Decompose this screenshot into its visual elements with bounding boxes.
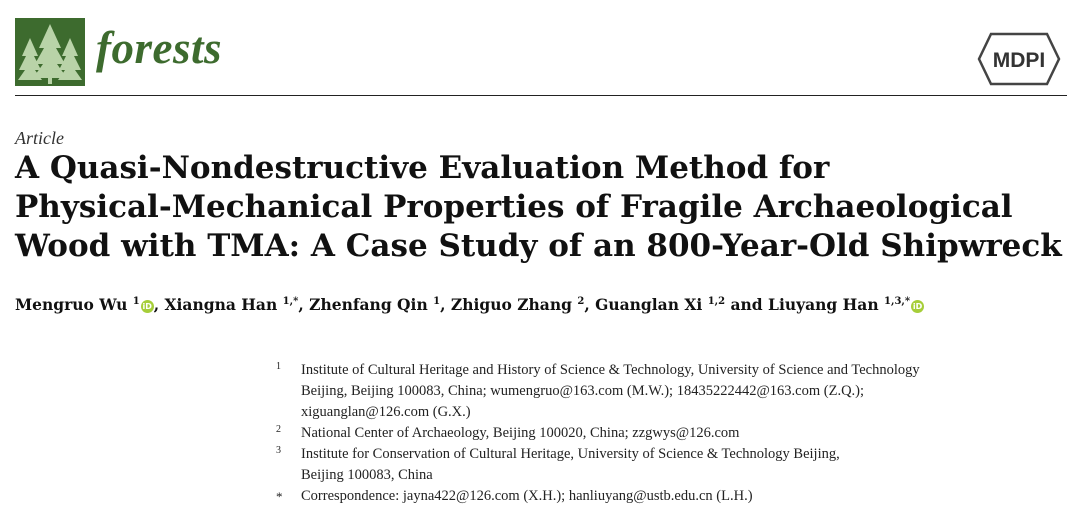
author-name[interactable]: Guanglan Xi	[595, 295, 708, 314]
journal-name: forests	[96, 23, 222, 73]
article-title	[15, 149, 1065, 266]
author-name[interactable]: Liuyang Han	[768, 295, 885, 314]
header-divider	[15, 95, 1067, 96]
author-affiliation-mark: 1	[433, 296, 441, 307]
orcid-icon[interactable]: iD	[142, 302, 152, 311]
affiliation-text: National Center of Archaeology, Beijing 100020, China; zzgwys@126.com	[301, 425, 740, 441]
author-name[interactable]: Zhiguo Zhang	[450, 295, 578, 314]
author-affiliation-mark: 1,2	[707, 296, 726, 307]
svg-text:MDPI: MDPI	[992, 49, 1046, 72]
author-separator: ,	[298, 295, 310, 314]
title-line: Physical-Mechanical Properties of Fragile Archaeological	[15, 189, 1013, 225]
author-name[interactable]: Xiangna Han	[164, 295, 283, 314]
author-affiliation-mark: 1,*	[282, 296, 299, 307]
affiliation-item	[273, 444, 1063, 486]
title-line: Wood with TMA: A Case Study of an 800-Year-Old Shipwreck	[15, 228, 1062, 264]
author-affiliation-mark: 2	[577, 296, 585, 307]
affiliation-text: xiguanglan@126.com (G.X.)	[301, 404, 471, 420]
author-list	[15, 291, 1065, 316]
affiliation-text: Beijing 100083, China	[301, 467, 433, 483]
forest-trees-icon	[15, 18, 85, 86]
author-name[interactable]: Zhenfang Qin	[309, 295, 434, 314]
author-separator: ,	[153, 295, 165, 314]
affiliation-text: Institute for Conservation of Cultural Heritage, University of Science & Technology Beijing,	[301, 446, 840, 462]
mdpi-logo-icon	[975, 30, 1063, 88]
author-affiliation-mark: 1,3,*	[884, 296, 911, 307]
author-name[interactable]: Mengruo Wu	[15, 295, 133, 314]
affiliations	[273, 360, 1063, 507]
affiliation-item	[273, 360, 1063, 423]
title-line: A Quasi-Nondestructive Evaluation Method for	[15, 150, 830, 186]
article-type: Article	[15, 128, 64, 148]
affiliation-item	[273, 423, 1063, 444]
affiliation-item	[273, 486, 1063, 507]
author-affiliation-mark: 1	[132, 296, 140, 307]
affiliation-text: Correspondence: jayna422@126.com (X.H.); hanliuyang@ustb.edu.cn (L.H.)	[301, 488, 753, 504]
author-separator: ,	[584, 295, 596, 314]
orcid-icon[interactable]: iD	[912, 302, 923, 311]
affiliation-mark: 2	[276, 424, 281, 435]
author-separator: and	[725, 295, 769, 314]
affiliation-mark: 3	[276, 445, 281, 456]
affiliation-text: Beijing, Beijing 100083, China; wumengruo@163.com (M.W.); 18435222442@163.com (Z.Q.);	[301, 383, 865, 399]
affiliation-mark: *	[276, 489, 283, 504]
affiliation-mark: 1	[276, 361, 281, 372]
author-separator: ,	[440, 295, 451, 314]
affiliation-text: Institute of Cultural Heritage and History of Science & Technology, University of Science and Technology	[301, 362, 920, 378]
